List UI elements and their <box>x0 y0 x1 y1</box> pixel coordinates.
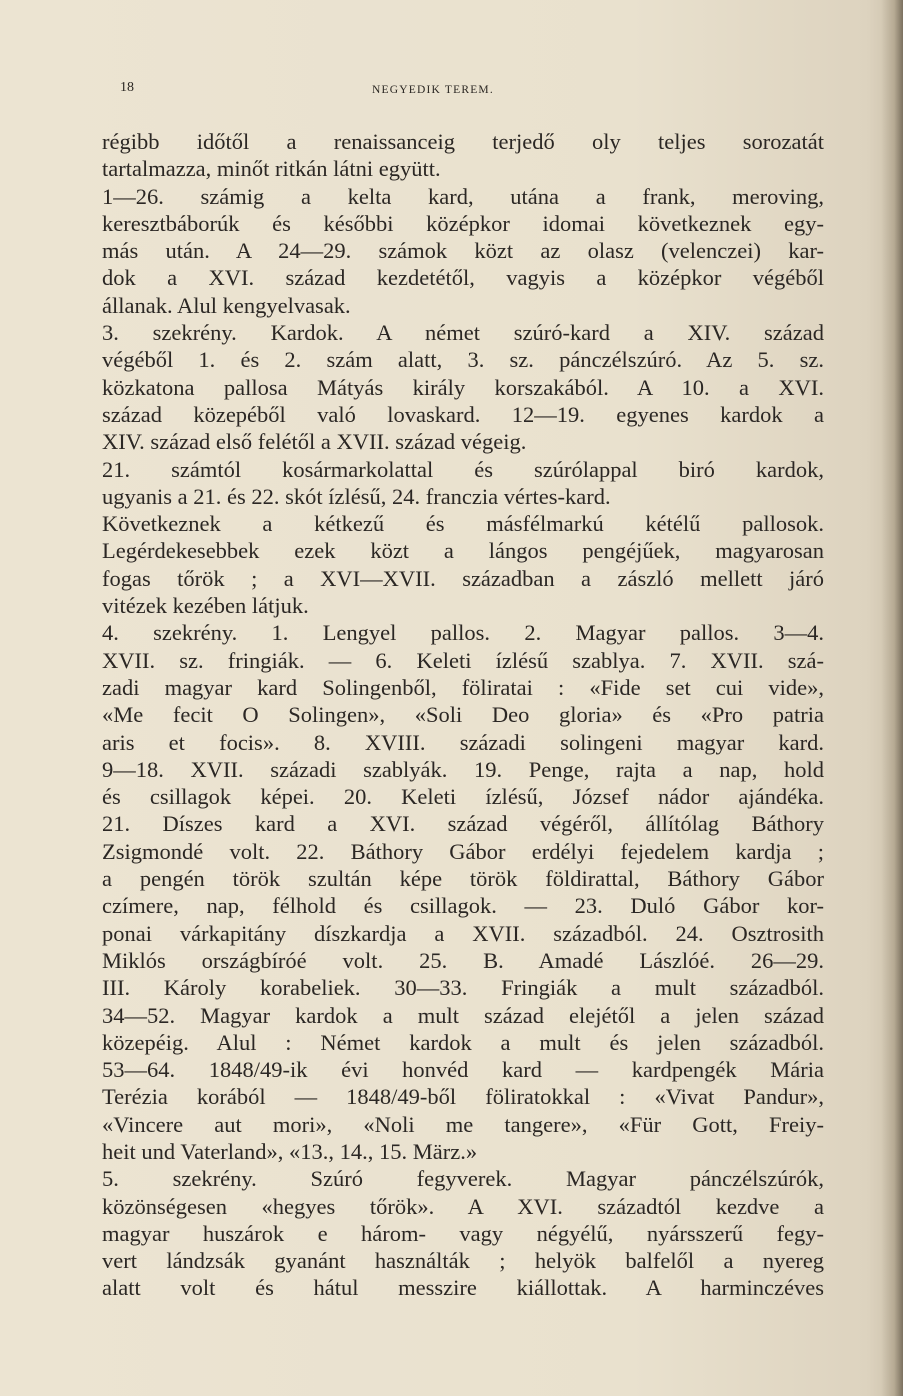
page-edge-shadow <box>881 0 903 1396</box>
text-line: Következnek a kétkezű és másfélmarkú kétélű pallosok. <box>102 511 824 537</box>
text-line: ponai várkapitány díszkardja a XVII. századból. 24. Osztrosith <box>102 920 824 946</box>
text-line: heit und Vaterland», «13., 14., 15. März.» <box>102 1138 478 1164</box>
text-line: 21. Díszes kard a XVI. század végéről, állítólag Báthory <box>102 811 824 837</box>
text-line: vert lándzsák gyanánt használták ; helyök balfelől a nyereg <box>102 1248 824 1274</box>
text-line: közkatona pallosa Mátyás király korszakából. A 10. a XVI. <box>102 374 824 400</box>
text-line: század közepéből való lovaskard. 12—19. egyenes kardok a <box>102 401 824 427</box>
text-line: XVII. sz. fringiák. — 6. Keleti ízlésű szablya. 7. XVII. szá- <box>102 647 824 673</box>
text-line: és csillagok képei. 20. Keleti ízlésű, József nádor ajándéka. <box>102 784 824 810</box>
text-line: czímere, nap, félhold és csillagok. — 23. Duló Gábor kor- <box>102 893 824 919</box>
text-line: Legérdekesebbek ezek közt a lángos pengéjűek, magyarosan <box>102 538 824 564</box>
text-line: 3. szekrény. Kardok. A német szúró-kard a XIV. század <box>102 320 824 346</box>
text-line: 4. szekrény. 1. Lengyel pallos. 2. Magyar pallos. 3—4. <box>102 620 824 646</box>
text-line: dok a XVI. század kezdetétől, vagyis a középkor végéből <box>102 265 824 291</box>
text-line: zadi magyar kard Solingenből, föliratai : «Fide set cui vide», <box>102 674 824 700</box>
text-line: aris et focis». 8. XVIII. századi solingeni magyar kard. <box>102 729 824 755</box>
text-line: Terézia korából — 1848/49-ből föliratokkal : «Vivat Pandur», <box>102 1084 824 1110</box>
text-line: Miklós országbíróé volt. 25. B. Amadé Lászlóé. 26—29. <box>102 947 824 973</box>
text-line: magyar huszárok e három- vagy négyélű, nyársszerű fegy- <box>102 1220 824 1246</box>
running-head <box>0 80 903 104</box>
running-title: NEGYEDIK TEREM. <box>372 84 494 96</box>
text-line: 1—26. számig a kelta kard, utána a frank, meroving, <box>102 183 824 209</box>
text-line: tartalmazza, minőt ritkán látni együtt. <box>102 156 441 182</box>
text-line: közönségesen «hegyes tőrök». A XVI. századtól kezdve a <box>102 1193 824 1219</box>
text-line: fogas tőrök ; a XVI—XVII. században a zászló mellett járó <box>102 565 824 591</box>
text-line: 21. számtól kosármarkolattal és szúrólappal biró kardok, <box>102 456 824 482</box>
text-line: ugyanis a 21. és 22. skót ízlésű, 24. franczia vértes-kard. <box>102 483 611 509</box>
text-line: végéből 1. és 2. szám alatt, 3. sz. pánczélszúró. Az 5. sz. <box>102 347 824 373</box>
text-line: 34—52. Magyar kardok a mult század elejétől a jelen század <box>102 1002 824 1028</box>
text-line: 9—18. XVII. századi szablyák. 19. Penge, rajta a nap, hold <box>102 756 824 782</box>
text-line: III. Károly korabeliek. 30—33. Fringiák a mult századból. <box>102 975 824 1001</box>
text-line: 5. szekrény. Szúró fegyverek. Magyar pánczélszúrók, <box>102 1166 824 1192</box>
text-line: keresztbáborúk és későbbi középkor idomai következnek egy- <box>102 210 824 236</box>
text-line: Zsigmondé volt. 22. Báthory Gábor erdélyi fejedelem kardja ; <box>102 838 824 864</box>
text-line: állanak. Alul kengyelvasak. <box>102 292 351 318</box>
text-line: «Vincere aut mori», «Noli me tangere», «Für Gott, Freiy- <box>102 1111 824 1137</box>
text-line: vitézek kezében látjuk. <box>102 593 309 619</box>
text-line: alatt volt és hátul messzire kiállottak. A harminczéves <box>102 1275 824 1301</box>
text-line: más után. A 24—29. számok közt az olasz (velenczei) kar- <box>102 238 824 264</box>
text-line: régibb időtől a renaissanceig terjedő oly teljes sorozatát <box>102 129 824 154</box>
text-line: «Me fecit O Solingen», «Soli Deo gloria» és «Pro patria <box>102 702 824 728</box>
text-line: a pengén török szultán képe török földirattal, Báthory Gábor <box>102 866 824 892</box>
text-line: XIV. század első felétől a XVII. század végeig. <box>102 429 527 455</box>
text-line: 53—64. 1848/49-ik évi honvéd kard — kardpengék Mária <box>102 1057 824 1083</box>
text-line: közepéig. Alul : Német kardok a mult és jelen századból. <box>102 1029 824 1055</box>
body-text <box>102 128 824 1302</box>
page-number: 18 <box>120 80 134 95</box>
